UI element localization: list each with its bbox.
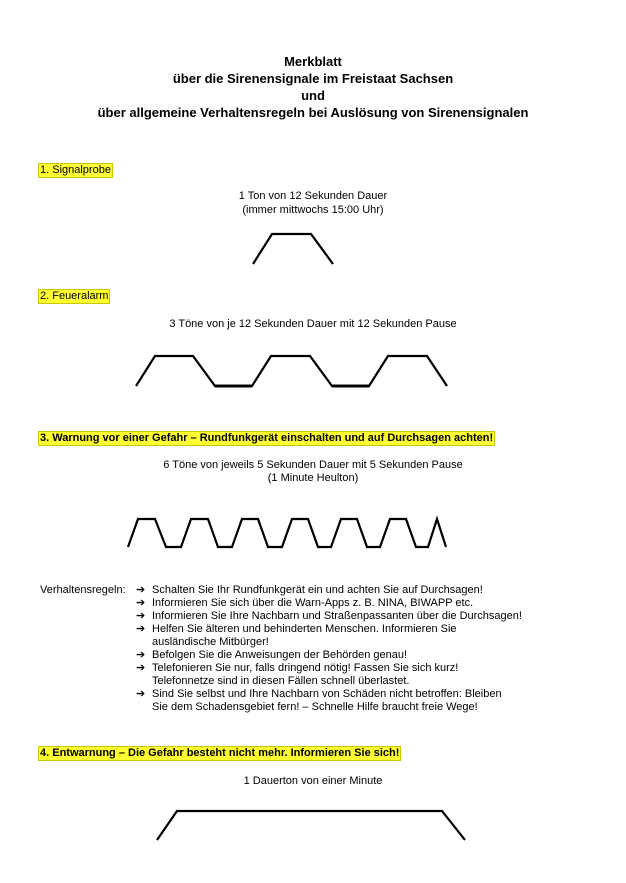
title-line-1: Merkblatt <box>284 54 342 69</box>
rule-item <box>136 597 606 610</box>
arrow-right-icon: ➔ <box>136 688 146 700</box>
section-1-heading: 1. Signalprobe <box>40 164 111 176</box>
rule-text: Informieren Sie sich über die Warn-Apps z. B. NINA, BIWAPP etc. <box>152 597 474 609</box>
section-4-desc-1: 1 Dauerton von einer Minute <box>243 775 383 787</box>
section-3-heading: 3. Warnung vor einer Gefahr – Rundfunkgerät einschalten und auf Durchsagen achten! <box>40 432 494 444</box>
rule-item <box>136 662 606 688</box>
arrow-right-icon: ➔ <box>136 662 146 674</box>
all-clear-waveform <box>0 803 626 853</box>
rule-text: Helfen Sie älteren und behinderten Menschen. Informieren Sie ausländische Mitbürger! <box>152 623 457 648</box>
warning-waveform <box>0 510 626 560</box>
section-3-desc-2: (1 Minute Heulton) <box>267 472 359 484</box>
arrow-right-icon: ➔ <box>136 597 146 609</box>
section-3-desc-1: 6 Töne von jeweils 5 Sekunden Dauer mit 5 Sekunden Pause <box>163 459 463 471</box>
arrow-right-icon: ➔ <box>136 584 146 596</box>
rules-list <box>136 584 606 714</box>
section-1-desc-2: (immer mittwochs 15:00 Uhr) <box>242 204 384 216</box>
rule-text: Schalten Sie Ihr Rundfunkgerät ein und achten Sie auf Durchsagen! <box>152 584 483 596</box>
arrow-right-icon: ➔ <box>136 649 146 661</box>
rule-text: Befolgen Sie die Anweisungen der Behörden genau! <box>152 649 408 661</box>
section-4-heading: 4. Entwarnung – Die Gefahr besteht nicht mehr. Informieren Sie sich! <box>40 747 400 759</box>
rule-item <box>136 584 606 597</box>
arrow-right-icon: ➔ <box>136 623 146 635</box>
rule-text: Telefonieren Sie nur, falls dringend nötig! Fassen Sie sich kurz! Telefonnetze sind in diesen Fällen schnell überlastet. <box>152 662 459 687</box>
rule-item <box>136 623 606 649</box>
rule-text: Informieren Sie Ihre Nachbarn und Straßenpassanten über die Durchsagen! <box>152 610 522 622</box>
signal-test-waveform <box>0 225 626 275</box>
section-2-desc-1: 3 Töne von je 12 Sekunden Dauer mit 12 Sekunden Pause <box>169 318 457 330</box>
section-1-desc-1: 1 Ton von 12 Sekunden Dauer <box>238 190 388 202</box>
title-line-2: über die Sirenensignale im Freistaat Sachsen <box>172 71 454 86</box>
rules-label: Verhaltensregeln: <box>40 584 126 596</box>
rule-item <box>136 688 606 714</box>
title-line-3: und <box>301 88 325 103</box>
rule-text: Sind Sie selbst und Ihre Nachbarn von Schäden nicht betroffen: Bleiben Sie dem Schadensgebiet fern! – Schnelle Hilfe braucht freie Wege! <box>152 688 502 713</box>
title-line-4: über allgemeine Verhaltensregeln bei Auslösung von Sirenensignalen <box>97 105 529 120</box>
arrow-right-icon: ➔ <box>136 610 146 622</box>
fire-alarm-waveform <box>0 345 626 395</box>
rule-item <box>136 610 606 623</box>
section-2-heading: 2. Feueralarm <box>40 290 109 302</box>
rule-item <box>136 649 606 662</box>
